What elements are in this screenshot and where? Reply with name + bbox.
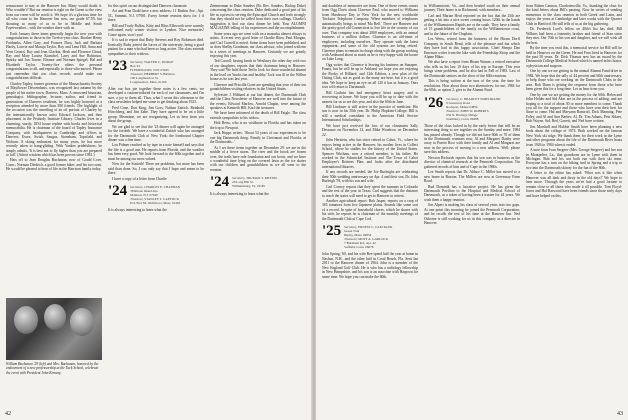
class-year: '24 [108, 183, 128, 200]
class-header-23 [108, 59, 204, 84]
paragraph: It is sad to report that Ruby Stevens and Roy Robinson died. Ironically Ruby joined the forces of the university, being a good patient for a man who had been so long active. The class extends sympathies to their widows. [108, 38, 204, 56]
paragraph: Carl and Marian Heid reported on the fact that the 25th are getting a bit into a nice sweet coming hours 120th in the hands of the Williamstown Rapids are at the south. They have a family of 15 grandchildren of the family on the Williamstown coast, and in the future of the Chaplain. [424, 13, 520, 36]
person-figure [14, 306, 38, 334]
paragraph: Newton Richards reports that his son was in business as the director of chemical research at the Pennwalt Corporation. Vin gathered records of him and of Cape in the 1960s. [424, 155, 520, 169]
paragraph: A letter to the editor has asked: 'What was it like when Hanover was all dark and dusty in the old days?' We hope to hear more. Through the years we've had a good fortune to remain close to all those who made it all possible. Tom Floyd-Jones and Hal Harwood have been friends since those early days and have helped on this. [526, 171, 622, 198]
paragraph: reassurance to stay at the Hanover Inn. Many would doubt it. Who wouldn't? But our reunion is right on the Green so the view from our room will be worth it. We hope it's a glorious time for all who come to the Hanover Inn now, our grade 67.5% but shouting so many of us to be in Middle and South Fayerweather... with the weather there with us. [6, 4, 102, 31]
paragraph: John Spring, '60, and his wife Bee spend half the year at home in Nashua, N.H., and the other half in Coral Beach, Fla. Sent Jan 2011 to the Hanover dinner of 1964. John is a member of the New England Golf Club. He is who has a radiology fellowship in New Hampshire, and his son is an associate with Harpoon for some time. We hope you can make the 60th. [322, 252, 418, 279]
paragraph: Art and Fran Dodd have a new address: 11 Ruskin Ave., Apt. 5C, Summit, N.J. 07901. Every former reunion show for 1 if there. [108, 9, 204, 23]
class-header-24 [108, 184, 204, 205]
class-header-26 [424, 96, 520, 121]
class-officers: Secretary, TRUMAN T. METZEL 29 Long Hill St. Williamsburg, Va. 23185 [232, 176, 278, 189]
paragraph: Another agricultural report: Bob Jasper, reports on a crop of 365 tomatoes from five Japanese plants. Sounds like some sort of a record. In spite of household chores, which he shares with his wife, he reports he is chairman of the monthly meetings of the Dartmouth Club of Cape Cod. [322, 199, 418, 221]
paragraph: Bill and Trudy Ballou, Kitty and Bliss Ellsworth were warmly welcomed early winter visitors to Lyndon. Nice memories! Come again, won't you! [108, 23, 204, 37]
paragraph: John Herstein, who has since retired to Cabot, Vt., where he enjoys being active in the Hanover, his mother lives in Collect School, where he studies for the history of the United States. Spencer Wirtham, now a retired member, is his father. He worked in the Schmickel Institute and The Town of Cabot Employee's Retirees Plan, and looks after the distributed international libraries. [322, 138, 418, 169]
paragraph: Holt Reiss, who is no wishbone in Florida and has taken on the trip to Newport. [210, 121, 306, 130]
class-year: '24 [210, 174, 230, 191]
paragraph: We have just received the loss of our classmates Sally Dessasue on November 12, and Mike Woodrow on December 22. [322, 123, 418, 137]
paragraph: If any records are needed, the Joe Burleighs are celebrating their 50th wedding anniversary on Apr. 4 and their son, Dr. John Burleigh '59, with his son and wife. [322, 170, 418, 184]
page-number: 42 [5, 411, 11, 417]
paragraph: Now for the Sixtieth! There are problems, but more has been said than done. So, I can only say that I hope and mean to be there. [108, 162, 204, 176]
paragraph: Charley Tapley, former governor of the Massachusetts Society of Mayflower Descendants, was recognized last autumn by the people of his native town, Danvers, Mass. A renowned historian, genealogist, bibliographer, lecturer, author, and friend to generations of Danvers residents, he was highly honored at a reception attended by more than 300 friends. The highlight of the occasion was the unveiling of an oil portrait of Charley by the internationally known artist Edward Jackson, and then placement in the Peabody Institute Library. Charles lives in a charming, sturdy, 1854 house replete with books and historical memorabilia. He is chairman of the board of Tapley Insurance Company, with headquarters in Cambridge and offices in Danvers, Essex, Swish, Saugus, Stoneham, Topsfield, and Woburn. A skiing enthusiast for many years, he has more recently taken to hang-gliding. With Yankee pridefulness, he simply admits, 'It is best not to fly higher than you are prepared to fall.' (Adroit wisdom which has been proven since 1981.) [6, 81, 103, 157]
class-year: '25 [322, 223, 342, 240]
paragraph: One by one we are getting in the annual Alumni Fund drive in 1984. We hope that the tally of 44 percent and 60th anniversary, to help those who are working on the Dartmouth Clubs in the area. Bob Dunn is getting the response from those who have been given this for a long time. Let us hear from you. [526, 69, 622, 92]
class-year: '23 [108, 57, 128, 74]
left-page [0, 0, 312, 420]
right-page [316, 0, 628, 420]
class-officers: Secretary, WALTER C. DODGE Box 34 FLEMINGTON, N.H. 03045 Treasurer, HERBERT S. BRAGG 100 Longmeadow St. Longmeadow, Mass. 01106 [130, 59, 175, 84]
page-number: 43 [617, 411, 623, 417]
paragraph: Jim Alpert is making his class of several years into two gaps. At one point this morning he joined the Pennwalt Corporation, and he recalls the rest of his time at the Hanover Inn. Ned Osborne is still working for us in this company as a director in Hanover. [424, 203, 520, 226]
paragraph: Bud Dominik has a lucrative project. He has given the Dartmouth Pavilion to the Hospital and Medical School of Dartmouth, as a token of having been a trustee for 44 years. We wish them a happy reunion. [424, 184, 520, 202]
paragraph: One by one we are getting the money for the 60th. Helen and John Holder and Sid Aker are in the process of adding, and are hoping to a total of about 30 or more members to come. Thank you all for the support and those who have sent their best for those to come. Hal and Maryann Bancroft, Dick Manning, Pete Foley, and Al and Ann Barber, Al, Dr. Tim Adams, Pete Shlaes, Bob Wayne, Sid, Red, Garrett, and Ned have written. [526, 92, 622, 124]
paragraph: Lee Smith reports that Dr. Aldace C. Miller has moved to a new home in Buxton. The Millers are now at Greenway Farm Road. [424, 170, 520, 184]
class-year: '26 [424, 94, 444, 111]
paragraph: for this spirit on our distinguished Danvers classmate. [108, 4, 188, 8]
person-figure [44, 304, 66, 330]
paragraph: We have been informed of the death of Bill Faigle. The class extends sympathies to his widow. [210, 111, 306, 120]
paragraph: We also have a report from Hiram Warner, a retired executive who tells us his last 10 days of his trip to Europe. This year brings some problems, and he also had in Fall of 1983. Last of the Dartmouth seniors on the show of the 60th reunions. [424, 60, 520, 78]
paragraph: Dr. Frederick Lord's fellow on 40th's list has died. Bill Wilkins had been a fraternity brother and friend of Stan since they met. Our 70th to his son and daughter, and we will wish all the best. [526, 27, 622, 45]
class-officers: Secretary, CHARLES E. CHAPMAN 38 Rhode Island Ave. Madison, N.J. 07940 Treasurer, STANLEY T. CAPSTICK P.O. Box 83, Wolfeboro, Mass. 01463 [130, 185, 181, 206]
paragraph: Jack Hopps writes: 'About 52 years of our experiences to be one big Dartmouth thing. Family in Cincinnati and Florida; at the Dartmouth...' [210, 131, 306, 145]
paragraph: Ted Carroll, having lunch in Westbury the other day with two of our daughters, reports that their chairman being in Hanover. They said 'We hold those Ted to look for those wonderful alumni in the lead' on 'books fun and healthy.' Jack was ill in the Wilbur house as he was last year. [210, 59, 306, 82]
paragraph: Lou Palmer reached us by tape in a note himself and says that the life is a good one. He reports from Florida, and the weather has been very good. We look forward to the 60th together and it must be among our most valued. [108, 143, 204, 161]
paragraph: Bill Godwin has had emergency heart surgery and is recovering at home. We hope you will be up to date with the nearest for us to see this year, and also the 60th in June. [322, 90, 418, 104]
paragraph: By the time you read this, a memorial service for Bill will be held in Hanover on the Green. He and Fran lived in Hanover for the past 50 years. Dr. Dick Thomas now has an award by the Dartmouth College Medical School which is named in his honor, a physician and surgeon. [526, 46, 622, 68]
paragraph: I have a copy of a letter from Charlie [112, 176, 167, 181]
paragraph: Bill Lindauer is still active in the practice of medicine. His son is now in his 50th year. Dr. Philip Hopkins-College. Bill is still a medical consultant to the American Field Service International Scholarships. [322, 104, 418, 123]
left-column-2 [108, 4, 204, 214]
paragraph: A note from Ivan Sergeev (Mrs. George Sergeev) and her son in Montpelier, La., that grandsons are in Lyme with them in Michigan. Bob and his son both run with their ski team. Everyone has a turn on the hiking trail in Spring and a trip or two into the Dartmouth skiway for the fun of the 60th. [526, 148, 622, 170]
paragraph: Those of the class lucked in by the early freeze that will be an interesting thing to see together on the Sunday and more. 1984 has passed already. Though we did not have 60th or 70 of them in the Dartmouth reunions now, Al and Margaret Danby were away to Puerto Rico with their family and Al and Margaret are now in the process of moving to a new address. Well, please save this address. [424, 123, 520, 155]
paragraph: This is being written at the turn of the year, the time for resolutions. How about those two alternatives; for me, 1984 for the 60th, or option 2, give to the Alumni Fund. [424, 79, 520, 93]
class-officers: Secretary, C. BRADLEY NORSTRAND 9 Greenway Road Rockport, Maine 04856 Treasurer, JOHN W. ROBERTS 932 N. Heritage Village Southbury, Conn. 06488 [446, 96, 501, 121]
class-officers: Secretary, ERNEST C. GLECKLER Green Trail Ripley, Mass. 04854 Treasurer, MOTT A. GARLOCK 7 Burnham Rd., Apt. 42 Suffield, Conn. 06078 [344, 225, 393, 250]
paragraph: Fred Cone, Don King, Jim Goss, Nathan Zattich, Reinhold Hirschberg, and Jim Zabe. They have agreed to be on a little group. Meantime, we are reorganizing. Let us hear from you about the group. [108, 105, 204, 124]
paragraph: Some years ago we went with on a mazurka almost always to artists. A recent very good letter of Charlie Rhea, Paul Morgan, and Carl Cornell is noted. Some items have been published, and so does Shelby Goodman, our class advisor, who joined with me in a series of meetings in Hanover. Certainly we are greatly enjoying this year. [210, 31, 306, 58]
paragraph: Sylvester J. Hibbard at our last dinner, the Dartmouth Club and the Class Newsletter of Hanover are well into the future of the events. Edward Marlow, Arnold Chapin, were among the speakers at Kenneth Hill. Karl the treasurer. [210, 92, 306, 110]
class-photo [6, 298, 102, 360]
paragraph: Each January these items generally begin the new year with congratulations to those in the Twelve-year class. Brother Henry Fairbanks, Allen Gary, and Frances Dara, Jack and Barbara Hardy, Lawrie and Maruja Taylor, Roy and Lena Hill, Anna and Vern Gerard, Roy and Jean Glackin, Herb and Florence Cloud, Ray and Mary Louise Kranchel, Larry and Sue Robinson, Sparky and Jan Towne, Eleanor and Norman Spiegel, Hal and Elizabeth Taylor. Twenty-five others the personal congratulations to all, and especially to those who moved. Please just remember that our class records would make our congratulations difficult. [6, 31, 102, 81]
left-column-1 [6, 4, 102, 173]
paragraph: Carl Conroy reports that they spent the summer in Colorado and the rest of the year in Texas. Carl suggests that the distance to reach the states will need to get to Hanover to retreat. [322, 184, 418, 198]
paragraph: and doubtless of memories are from. One of these events comes from Ogg Davis about Clarence Paul, who moved to Williams from Hardaway Day to New York for the new worldwide Trickster Telephone Company. When members of telephones automatically brings to mind 'Ma Bell.' There are Hanover and the pretty-good old Connecticut to live life in the country of our own. That company was about 2000 employees, with an annual business of a million dollars. Clarence is an old-timer of employees, including ourselves. They operate with the latest equipment, and some of the old systems are being retired. Clarence plans to remain in charge along with the group working with Aedmond about as much as he is very happy with the house on Lake Long. [322, 4, 418, 62]
class-header-24b [210, 175, 306, 189]
paragraph: It is always interesting to learn what the [210, 192, 269, 197]
paragraph: Clarence and Priscilla Gone are spending that year of their ten grandchildren visiting relatives in the United States. [210, 82, 306, 92]
left-column-3 [210, 4, 306, 198]
right-column-3 [526, 4, 622, 199]
photo-caption: William Buchanan '29 (left) and Mrs. Buchanan, honored by the endowment of a new professorship at the Tuck School, celebrate the event with President John Kemeny. [6, 362, 99, 375]
paragraph: Jim Marshall and Hubbie Smith have been planning a new book about the college of 1974. Both worked on the famous New York ski ridge. We thank them for their work in the Lyme and other programs about the life of the Dartmouth River boats from 1926 to 1984 when it ended. [526, 124, 622, 147]
paragraph: Les Weiss, retired from the business of the Hiram Dorff Company in South Bend, tells of the pleasure and fun which they have had in this happy association. Chief Sherpa Dan Emerson writes from the lake with the Friendship Sloop and the Alpine Hiker. [424, 37, 520, 59]
paragraph: in Williamstown, Va., and then headed south on their annual journey. Their home is in Richmond, with members... [424, 4, 520, 13]
class-header-25 [322, 224, 418, 249]
paragraph: We are glad to see that the '23 dinner will again be arranged for the fortieth. We have a wonderful Zattich who has arranged for the Dartmouth Club of New York; the Ironbound Chapter dinner was a fine time. [108, 124, 204, 142]
paragraph: It is always interesting to learn what the [108, 208, 167, 213]
person-figure [70, 308, 94, 336]
paragraph: from Ruben Cannon, Charlottesville, Va., thanking the class for the kind letters about Bill's passing. Now he writes of sending mementos to the class reunion in both Greek and Latin, and enjoys the years at Cambridge and later works with the Quarter Club in Hartford. He still tells of us at the big gathering. [526, 4, 622, 26]
paragraph: As I set these items together on December 29, we are in the middle of a fierce storm. The river and the brook are frozen over, the trails have rule foundation and our boots, and we have a wonderful time lying on the covered lawn as the ice skates with our children and grandchildren as we all went to the reunion. [210, 145, 306, 172]
paragraph: After our box pie together these notes is a few cents, we developed a custom-tailored for each of our classmates, and I'm sure, a joy to them all. Thus, what I wrote this afternoon to the class newsletter helped me some to get thinking about 1923. [108, 86, 204, 105]
paragraph: Hats off to Jean Douglas Buchanan, now of Gould Cove, Conn.; Norman Diedrich, a good former hiker; and his two sons. He would be pleased to hear of life in the Harrison family today. [6, 158, 102, 172]
paragraph: Ogg writes that Clarence is leaving his business on Sunapee, Fanny, but he will be up to Ashland, we hope you are enjoying the Rocky of Hilliard; and 12th Edition, a new plan of the Outing Club, not as good as the many are here, but it is a good idea. We hope to keep an eye on all 120 it has in January. Ours tour will return to Dartmouth. [322, 62, 418, 90]
right-column-1 [322, 4, 418, 280]
paragraph: Zimmerman to Duke Sanders (Rt. Rev. Sanders, Bishop Duke) concerning the class reunion. Duke dedicated a good part of his life as a priest to serving the Episcopal Church and feels strongly that they should not be called from their own callings. Charlie's suggestion is that our class dinner be held, Your ALUMNI MAGAZINE telling of his experiences and the accomplishment. [210, 4, 306, 31]
right-column-2 [424, 4, 520, 227]
